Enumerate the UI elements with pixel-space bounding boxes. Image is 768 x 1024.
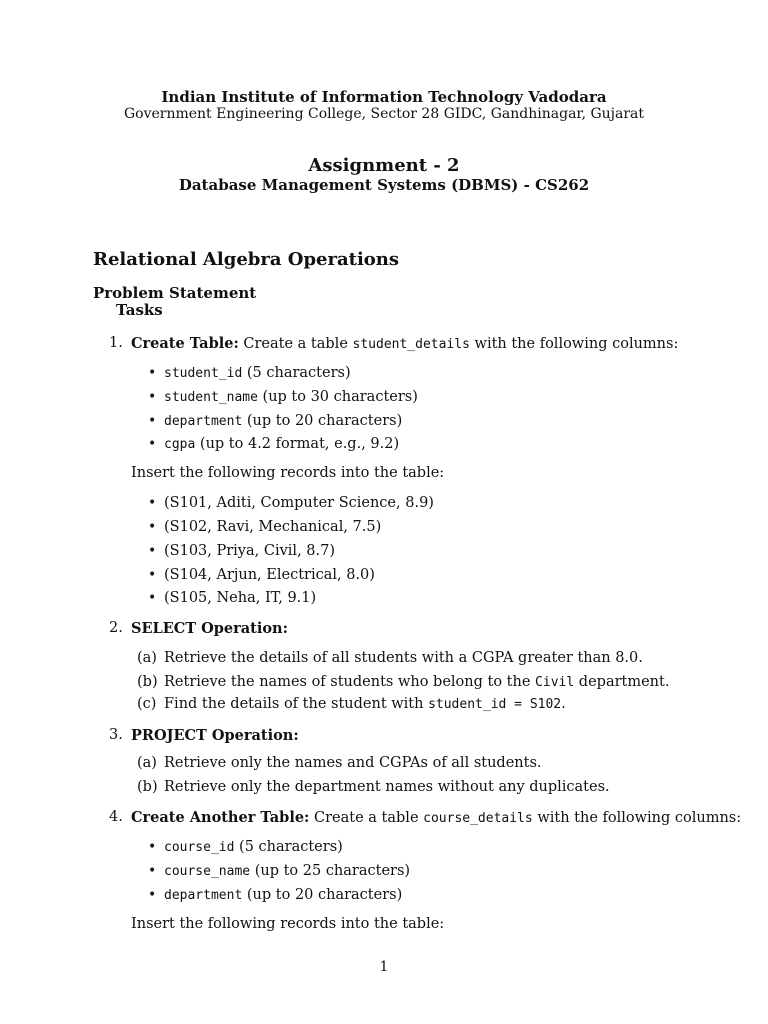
item-text: (up to 20 characters) (242, 413, 403, 429)
bullet: • (148, 590, 157, 606)
item-text: Find the details of the student with (164, 696, 429, 712)
item-text: Retrieve the names of students who belong to the (164, 674, 536, 690)
bullet: • (148, 863, 157, 879)
code-text: department (164, 414, 243, 429)
list-item (164, 887, 402, 903)
record-item: (S102, Ravi, Mechanical, 7.5) (164, 519, 382, 535)
item-number: 2. (109, 620, 123, 636)
bullet: • (148, 495, 157, 511)
bullet: • (148, 567, 157, 583)
item-number: 4. (109, 809, 123, 825)
item-text: with the following columns: (469, 336, 679, 352)
item-1-text (131, 335, 678, 352)
institute-name: Indian Institute of Information Technology Vadodara (161, 88, 607, 106)
item-heading: PROJECT Operation: (131, 727, 299, 744)
bullet: • (148, 389, 157, 405)
bullet: • (148, 413, 157, 429)
item-text: (5 characters) (242, 365, 351, 381)
code-text: Civil (535, 675, 575, 690)
list-item (164, 863, 410, 879)
item-number: 1. (109, 335, 123, 351)
list-item (164, 365, 351, 381)
code-text: student_name (164, 390, 258, 405)
item-heading: Create Another Table: (131, 809, 310, 826)
bullet: • (148, 839, 157, 855)
sub-item (164, 674, 669, 690)
item-heading: SELECT Operation: (131, 620, 288, 637)
item-text: (up to 4.2 format, e.g., 9.2) (195, 436, 400, 452)
sub-label: (b) (137, 674, 158, 690)
insert-text: Insert the following records into the table: (131, 465, 445, 481)
item-text: (5 characters) (234, 839, 343, 855)
section-title: Relational Algebra Operations (93, 249, 400, 270)
sub-item: Retrieve the details of all students with a CGPA greater than 8.0. (164, 650, 643, 666)
problem-statement-heading: Problem Statement (93, 284, 257, 302)
item-4-text (131, 809, 741, 826)
list-item (164, 389, 418, 405)
sub-item: Retrieve only the names and CGPAs of all students. (164, 755, 542, 771)
item-text: Create a table (309, 810, 424, 826)
sub-label: (a) (137, 755, 157, 771)
bullet: • (148, 543, 157, 559)
bullet: • (148, 519, 157, 535)
code-text: course_name (164, 864, 251, 879)
record-item: (S101, Aditi, Computer Science, 8.9) (164, 495, 434, 511)
list-item (164, 413, 402, 429)
item-text: (up to 20 characters) (242, 887, 403, 903)
code-text: cgpa (164, 437, 196, 452)
insert-text: Insert the following records into the table: (131, 916, 445, 932)
item-text: with the following columns: (532, 810, 742, 826)
page-number: 1 (379, 959, 389, 975)
code-text: department (164, 888, 243, 903)
sub-label: (b) (137, 779, 158, 795)
code-text: course_details (423, 811, 533, 826)
code-text: course_id (164, 840, 235, 855)
institute-address: Government Engineering College, Sector 28 GIDC, Gandhinagar, Gujarat (123, 106, 645, 122)
code-text: student_details (352, 337, 470, 352)
item-text: (up to 25 characters) (250, 863, 411, 879)
record-item: (S103, Priya, Civil, 8.7) (164, 543, 335, 559)
bullet: • (148, 365, 157, 381)
assignment-title: Assignment - 2 (308, 155, 460, 176)
item-text: . (561, 696, 566, 712)
list-item (164, 839, 343, 855)
record-item: (S104, Arjun, Electrical, 8.0) (164, 567, 375, 583)
item-text: Create a table (238, 336, 353, 352)
bullet: • (148, 887, 157, 903)
code-text: student_id = S102 (428, 697, 562, 712)
bullet: • (148, 436, 157, 452)
sub-label: (c) (137, 696, 157, 712)
item-text: (up to 30 characters) (257, 389, 418, 405)
item-text: department. (574, 674, 670, 690)
item-heading: Create Table: (131, 335, 239, 352)
record-item: (S105, Neha, IT, 9.1) (164, 590, 317, 606)
sub-label: (a) (137, 650, 157, 666)
code-text: student_id (164, 366, 243, 381)
item-number: 3. (109, 727, 123, 743)
tasks-heading: Tasks (116, 301, 163, 319)
sub-item (164, 696, 566, 712)
list-item (164, 436, 399, 452)
course-title: Database Management Systems (DBMS) - CS262 (178, 176, 590, 194)
sub-item: Retrieve only the department names without any duplicates. (164, 779, 610, 795)
